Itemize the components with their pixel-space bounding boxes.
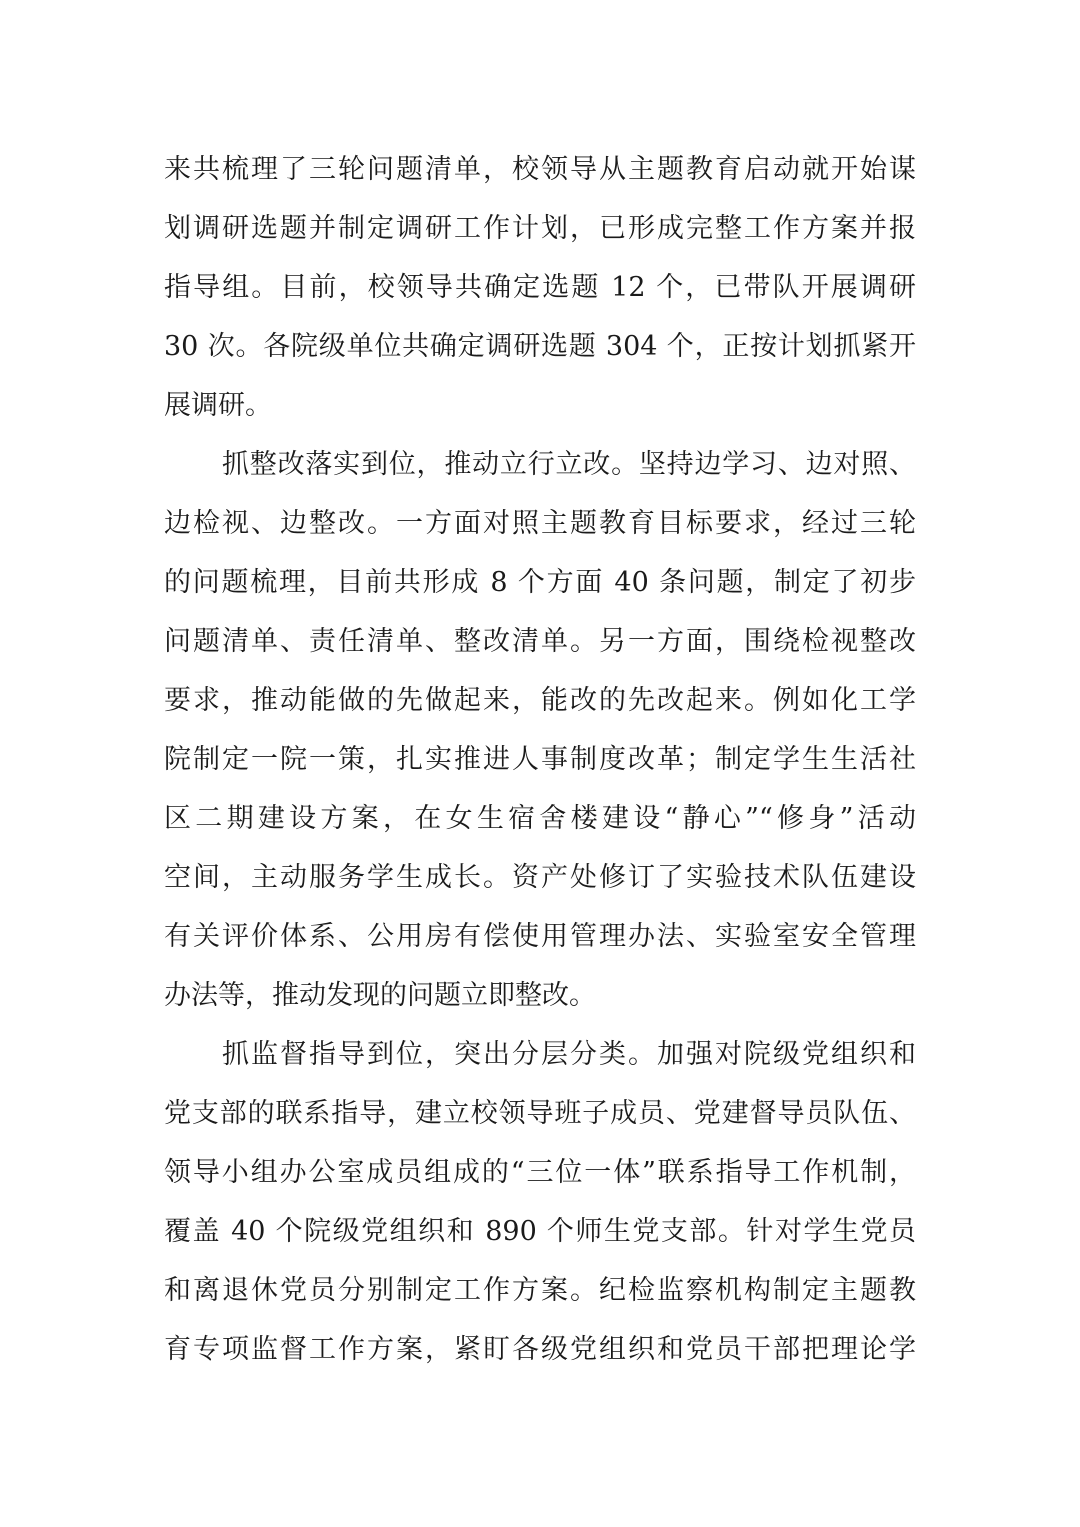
text-line: 空间，主动服务学生成长。资产处修订了实验技术队伍建设	[164, 862, 916, 893]
text-line: 30 次。各院级单位共确定调研选题 304 个，正按计划抓紧开	[164, 331, 916, 362]
text-line: 抓监督指导到位，突出分层分类。加强对院级党组织和	[222, 1039, 916, 1070]
text-line: 办法等，推动发现的问题立即整改。	[164, 980, 596, 1011]
text-line: 指导组。目前，校领导共确定选题 12 个，已带队开展调研	[164, 272, 916, 303]
paragraph-research	[164, 140, 916, 435]
text-line: 领导小组办公室成员组成的“三位一体”联系指导工作机制，	[164, 1157, 916, 1188]
text-line: 有关评价体系、公用房有偿使用管理办法、实验室安全管理	[164, 921, 916, 952]
text-line: 党支部的联系指导，建立校领导班子成员、党建督导员队伍、	[164, 1098, 916, 1129]
text-line: 区二期建设方案，在女生宿舍楼建设“静心”“修身”活动	[164, 803, 916, 834]
text-line: 抓整改落实到位，推动立行立改。坚持边学习、边对照、	[222, 449, 916, 480]
text-line: 的问题梳理，目前共形成 8 个方面 40 条问题，制定了初步	[164, 567, 916, 598]
paragraph-rectification	[164, 435, 916, 1025]
text-line: 划调研选题并制定调研工作计划，已形成完整工作方案并报	[164, 213, 916, 244]
text-line: 院制定一院一策，扎实推进人事制度改革；制定学生生活社	[164, 744, 916, 775]
text-line: 和离退休党员分别制定工作方案。纪检监察机构制定主题教	[164, 1275, 916, 1306]
text-line: 覆盖 40 个院级党组织和 890 个师生党支部。针对学生党员	[164, 1216, 916, 1247]
text-line: 展调研。	[164, 390, 272, 421]
text-line: 来共梳理了三轮问题清单，校领导从主题教育启动就开始谋	[164, 154, 916, 185]
text-line: 要求，推动能做的先做起来，能改的先改起来。例如化工学	[164, 685, 916, 716]
text-line: 育专项监督工作方案，紧盯各级党组织和党员干部把理论学	[164, 1334, 916, 1365]
text-line: 边检视、边整改。一方面对照主题教育目标要求，经过三轮	[164, 508, 916, 539]
text-line: 问题清单、责任清单、整改清单。另一方面，围绕检视整改	[164, 626, 916, 657]
document-body	[164, 140, 916, 1379]
paragraph-supervision	[164, 1025, 916, 1379]
